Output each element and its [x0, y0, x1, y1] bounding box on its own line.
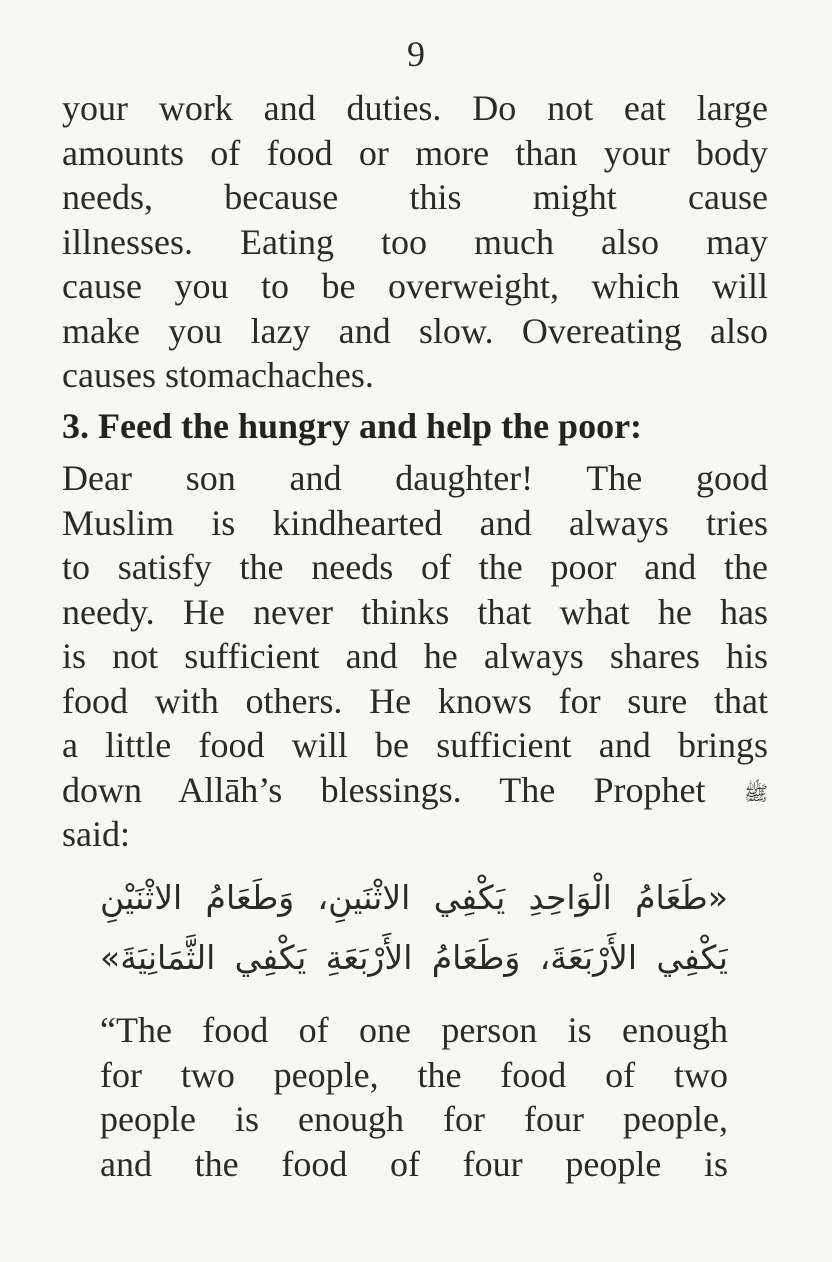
text-line-with-salutation	[62, 768, 768, 813]
salutation-symbol: ﷺ	[743, 781, 768, 806]
text-line: your work and duties. Do not eat large	[62, 88, 768, 128]
text-line: illnesses. Eating too much also may	[62, 221, 768, 262]
text-line: to satisfy the needs of the poor and the	[62, 547, 768, 587]
text-line: needs, because this might cause	[62, 177, 768, 217]
paragraph-feed-hungry	[62, 456, 768, 857]
text-line: food with others. He knows for sure that	[62, 680, 768, 721]
text-line: down Allāh’s blessings. The Prophet	[62, 769, 706, 810]
text-line: causes stomachaches.	[62, 355, 374, 395]
text-line: make you lazy and slow. Overeating also	[62, 310, 768, 351]
quote-line: people is enough for four people,	[100, 1099, 728, 1139]
text-line: Muslim is kindhearted and always tries	[62, 502, 768, 543]
quote-line: “The food of one person is enough	[100, 1010, 728, 1050]
text-line: cause you to be overweight, which will	[62, 266, 768, 306]
page-number: 9	[407, 34, 425, 74]
hadith-translation	[100, 1008, 728, 1186]
paragraph-diet	[62, 86, 768, 398]
section-heading: 3. Feed the hungry and help the poor:	[62, 406, 643, 446]
text-line: Dear son and daughter! The good	[62, 458, 768, 498]
text-line: is not sufficient and he always shares his	[62, 636, 768, 676]
text-line: said:	[62, 814, 130, 854]
arabic-line: يَكْفِي الأَرْبَعَةَ، وَطَعَامُ الأَرْبَعَةِ يَكْفِي الثَّمَانِيَةَ»	[100, 938, 728, 977]
arabic-line: «طَعَامُ الْوَاحِدِ يَكْفِي الاثْنَينِ، وَطَعَامُ الاثْنَيْنِ	[100, 878, 728, 917]
quote-line: and the food of four people is	[100, 1143, 728, 1184]
quote-line: for two people, the food of two	[100, 1054, 728, 1095]
text-line: needy. He never thinks that what he has	[62, 591, 768, 632]
text-line: amounts of food or more than your body	[62, 132, 768, 173]
text-line: a little food will be sufficient and brings	[62, 725, 768, 765]
hadith-arabic	[100, 868, 728, 988]
